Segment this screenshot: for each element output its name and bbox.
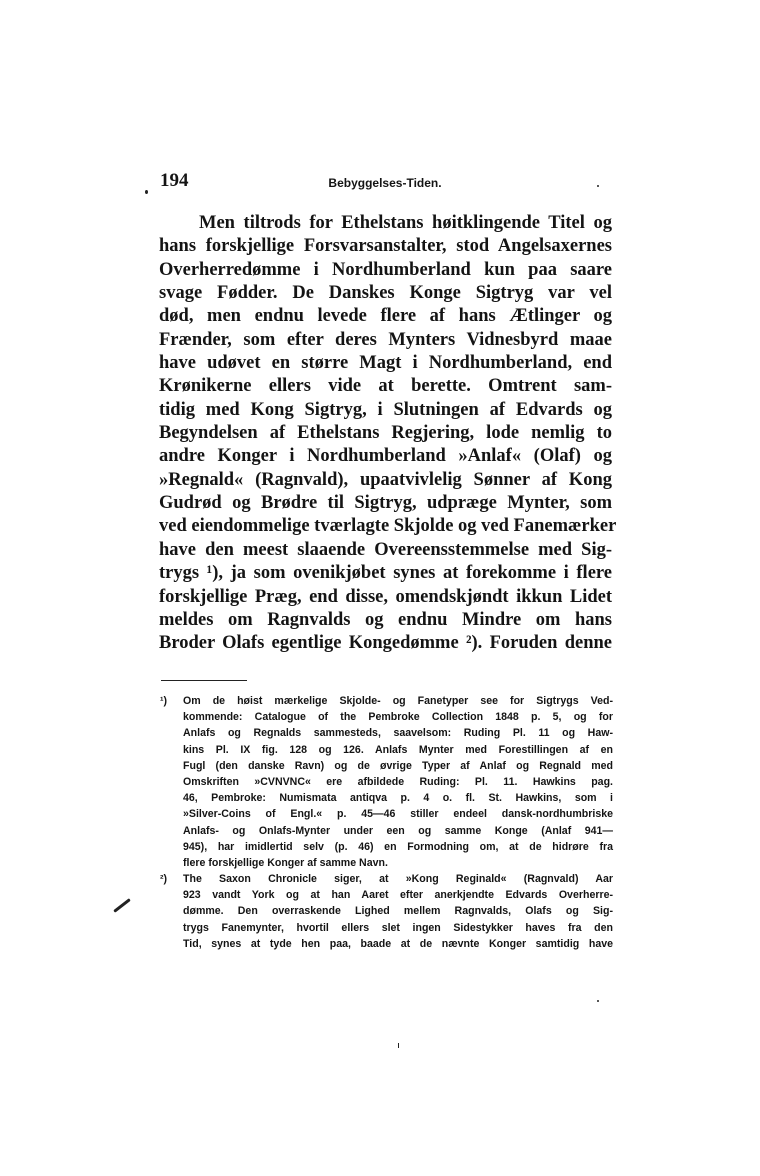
footnote-1 [160,693,613,871]
footnote-line: 46, Pembroke: Numismata antiqva p. 4 o. fl. St. Hawkins, som i [183,792,613,805]
body-line: trygs ¹), ja som ovenikjøbet synes at forekomme i flere [159,563,612,584]
body-line: Men tiltrods for Ethelstans høitklingende Titel og [199,213,612,233]
body-line: hans forskjellige Forsvarsanstalter, stod Angelsaxernes [159,236,612,257]
ink-speck [398,1043,399,1048]
footnote-2 [160,871,613,952]
body-line: Gudrød og Brødre til Sigtryg, udpræge Mynter, som [159,493,612,514]
body-line: ved eiendommelige tværlagte Skjolde og ved Fanemærker [159,516,617,537]
footnote-line: Omskriften »CVNVNC« ere afbildede Ruding: Pl. 11. Hawkins pag. [183,775,613,788]
footnote-text: The Saxon Chronicle siger, at »Kong Reginald« (Ragnvald) Aar [183,873,613,886]
footnote-rule [161,680,247,681]
footnote-line [160,871,613,887]
ink-speck [597,185,599,187]
footnote-line: flere forskjellige Konger af samme Navn. [183,856,388,869]
footnote-line: dømme. Den overraskende Lighed mellem Ragnvalds, Olafs og Sig- [183,905,613,918]
body-line: »Regnald« (Ragnvald), upaatvivlelig Sønner af Kong [159,469,612,490]
body-line: tidig med Kong Sigtryg, i Slutningen af Edvards og [159,399,612,420]
footnote-line: kommende: Catalogue of the Pembroke Collection 1848 p. 5, og for [183,711,613,724]
footnotes [160,693,613,952]
footnote-line: kins Pl. IX fig. 128 og 126. Anlafs Mynter med Forestillingen af en [183,743,613,756]
footnote-line: 945), har imidlertid selv (p. 46) en Formodning om, at de hidrøre fra [183,840,613,853]
ink-speck [597,1000,599,1002]
footnote-line: 923 vandt York og at han Aaret efter anerkjendte Edvards Overherre- [183,889,613,902]
page-number: 194 [160,170,189,191]
footnote-marker: ²) [160,873,168,886]
footnote-line [160,693,613,709]
body-line: meldes om Ragnvalds og endnu Mindre om hans [159,609,612,630]
footnote-marker: ¹) [160,695,168,707]
body-paragraph [159,212,617,656]
footnote-line: trygs Fanemynter, hvortil ellers slet ingen Sidestykker haves fra den [183,921,613,934]
footnote-line: Fugl (den danske Ravn) og de øvrige Typer af Anlaf og Regnald med [183,759,613,772]
pen-mark [113,898,131,913]
body-line: Krønikerne ellers vide at berette. Omtrent sam- [159,376,612,397]
footnote-line: Tid, synes at tyde hen paa, baade at de nævnte Konger samtidig have [183,937,613,950]
running-head: Bebyggelses-Tiden. [328,176,442,190]
body-line: have udøvet en større Magt i Nordhumberland, end [159,353,612,374]
ink-speck [145,190,148,194]
body-line: Overherredømme i Nordhumberland kun paa saare [159,259,612,280]
footnote-text: Om de høist mærkelige Skjolde- og Fanetyper see for Sigtrygs Ved- [183,695,613,707]
body-line: Broder Olafs egentlige Kongedømme ²). Foruden denne [159,633,612,654]
body-line: andre Konger i Nordhumberland »Anlaf« (Olaf) og [159,446,612,467]
body-line: forskjellige Præg, end disse, omendskjøndt ikkun Lidet [159,586,612,607]
footnote-line: »Silver-Coins of Engl.« p. 45—46 stiller endeel dansk-nordhumbriske [183,808,613,821]
body-line: Frænder, som efter deres Mynters Vidnesbyrd maae [159,329,612,350]
body-line: død, men endnu levede flere af hans Ætlinger og [159,306,612,327]
body-line: svage Fødder. De Danskes Konge Sigtryg var vel [159,283,612,304]
footnote-line: Anlafs- og Onlafs-Mynter under een og samme Konge (Anlaf 941— [183,824,613,837]
body-line: have den meest slaaende Overeensstemmelse med Sig- [159,539,612,560]
footnote-line: Anlafs og Regnalds sammesteds, saavelsom: Ruding Pl. 11 og Haw- [183,727,613,740]
body-line: Begyndelsen af Ethelstans Regjering, lode nemlig to [159,423,612,444]
